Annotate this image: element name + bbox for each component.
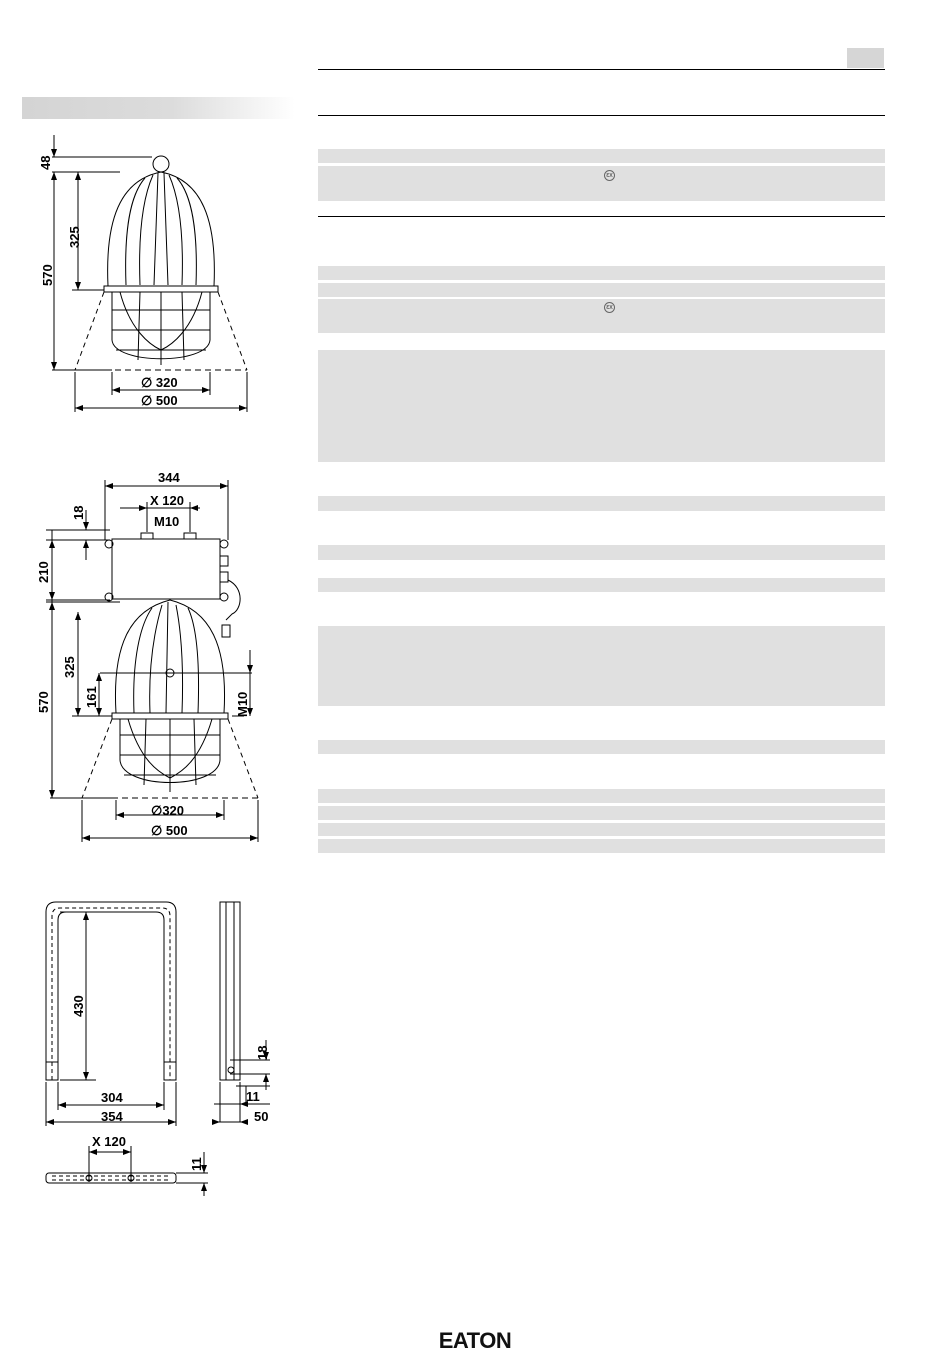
table-row [318,789,885,803]
dim-label-570: 570 [40,264,55,286]
dim-label-50: 50 [254,1109,269,1124]
dim-label-m10-side: M10 [235,691,250,717]
dim-label-18: 18 [71,505,86,520]
dim-label-161: 161 [84,686,99,708]
dim-label-11-side: 11 [246,1089,260,1104]
dim-label-d320: ∅320 [151,803,185,818]
dim-label-11-plan: 11 [189,1157,204,1171]
page-tab-marker [847,48,884,68]
table-row [318,149,885,163]
header-rule [318,69,885,70]
table-row [318,283,885,297]
dim-label-304: 304 [101,1090,123,1105]
dim-label-d500: ∅ 500 [141,393,178,408]
dim-label-325: 325 [67,226,82,248]
section-rule-1 [318,115,885,116]
table-row [318,823,885,836]
dim-label-d320: ∅ 320 [141,375,178,390]
table-row [318,166,885,201]
dim-label-354: 354 [101,1109,123,1124]
drawing-mounting-bracket [0,890,300,1210]
dim-label-m10-top: M10 [154,514,180,529]
dim-label-x120: X 120 [92,1134,126,1149]
eaton-logo: EATON [438,1328,512,1353]
ex-approval-icon: εx [604,170,615,181]
drawing-luminaire-with-terminal-box [0,460,300,850]
dim-label-d500: ∅ 500 [151,823,188,838]
table-row [318,299,885,333]
dim-label-x120: X 120 [150,493,184,508]
table-row [318,545,885,560]
table-row [318,496,885,511]
table-row [318,806,885,820]
table-row [318,266,885,280]
dim-label-210: 210 [36,561,51,583]
table-row [318,350,885,462]
ex-approval-icon: εx [604,302,615,313]
dim-label-18-side: 18 [255,1045,270,1060]
section-rule-2 [318,216,885,217]
dim-label-325: 325 [62,656,77,678]
table-row [318,839,885,853]
dim-label-570: 570 [36,691,51,713]
dim-label-344: 344 [158,470,180,485]
table-row [318,578,885,592]
table-row [318,740,885,754]
drawing-pendant-luminaire [0,0,300,420]
dim-label-430: 430 [71,995,86,1017]
table-row [318,626,885,706]
dim-label-48: 48 [38,155,53,170]
